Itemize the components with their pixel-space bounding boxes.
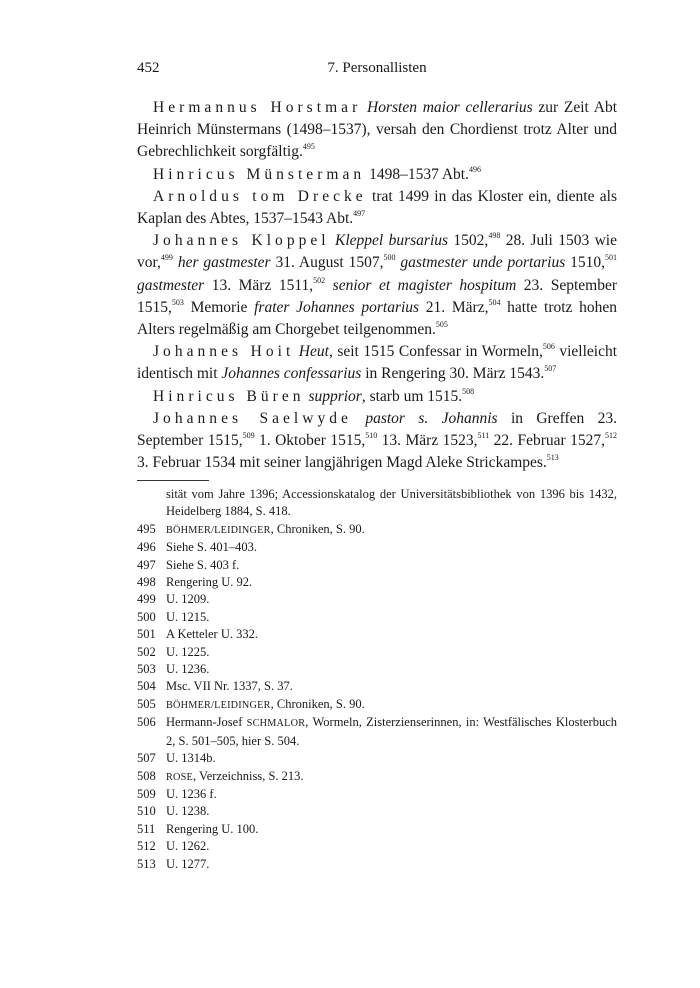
entry-hinricus-muensterman	[137, 164, 617, 186]
footnote-ref[interactable]: 497	[353, 209, 366, 219]
entry-text: 1. Oktober 1515,	[254, 432, 366, 450]
footnote-text: Siehe S. 403 f.	[166, 557, 240, 572]
entry-text: 1498–1537 Abt.	[365, 165, 469, 183]
footnote-505	[137, 696, 617, 714]
entry-text: vielleicht identisch mit	[137, 343, 618, 383]
footnote-text: Siehe S. 401–403.	[166, 540, 257, 555]
entry-text: 1502,	[448, 232, 489, 250]
office-title: gastmester	[137, 276, 205, 294]
footnote-text: U. 1262.	[166, 839, 210, 854]
footnote-ref[interactable]: 509	[242, 431, 255, 441]
footnote-text: U. 1209.	[166, 592, 210, 607]
author-name: ROSE	[166, 771, 194, 783]
person-name: Johannes Hoit	[153, 343, 295, 361]
footnote-text: U. 1277.	[166, 856, 210, 871]
entry-hermannus-horstmar	[137, 97, 617, 164]
entry-text: 21. März,	[419, 298, 489, 316]
footnote-number: 502	[137, 644, 156, 659]
name-variant: Horsten maior cellerarius	[367, 99, 533, 116]
footnote-510	[137, 803, 617, 820]
footnote-513	[137, 856, 617, 873]
person-name: Hermannus Horstmar	[153, 99, 362, 116]
entry-johannes-hoit	[137, 341, 617, 385]
footnote-text: A Ketteler U. 332.	[166, 627, 258, 642]
footnote-ref[interactable]: 502	[313, 275, 326, 285]
name-variant: Heut	[298, 343, 329, 361]
footnote-509	[137, 786, 617, 803]
entry-text: , seit 1515 Confessar in Wormeln,	[328, 343, 543, 361]
footnote-text: , Chroniken, S. 90.	[270, 696, 365, 711]
footnote-503	[137, 661, 617, 678]
footnote-number: 506	[137, 715, 156, 730]
name-variant: Kleppel bursarius	[335, 232, 449, 250]
running-head: 7. Personallisten	[327, 60, 427, 76]
office-title: senior et magister hospitum	[332, 276, 517, 294]
footnote-text: Hermann-Josef	[166, 715, 247, 730]
person-name: Arnoldus tom Drecke	[153, 187, 367, 205]
entry-text: 22. Februar 1527,	[489, 432, 605, 450]
footnote-507	[137, 750, 617, 767]
entry-text: 13. März 1511,	[204, 276, 314, 294]
footnote-number: 500	[137, 609, 156, 624]
footnote-ref[interactable]: 499	[160, 253, 173, 263]
footnote-number: 501	[137, 627, 156, 642]
footnote-497	[137, 557, 617, 574]
footnote-text: U. 1225.	[166, 644, 210, 659]
footnote-text: Msc. VII Nr. 1337, S. 37.	[166, 679, 293, 694]
author-name: BÖHMER/LEIDINGER	[166, 524, 271, 536]
footnote-text: U. 1236 f.	[166, 786, 217, 801]
entry-text: 31. August 1507,	[270, 254, 384, 272]
footnote-496	[137, 539, 617, 556]
footnote-text: sität vom Jahre 1396; Accessionskatalog der Universitätsbibliothek von 1396 bis 1432, Heidelberg 1884, S. 418.	[166, 487, 617, 519]
page-header	[137, 60, 617, 80]
entry-text: 13. März 1523,	[377, 432, 478, 450]
footnote-ref[interactable]: 498	[488, 231, 501, 241]
footnote-498	[137, 574, 617, 591]
footnote-ref[interactable]: 512	[605, 431, 617, 441]
footnote-512	[137, 838, 617, 855]
footnote-ref[interactable]: 500	[383, 253, 396, 263]
footnote-text: U. 1215.	[166, 609, 210, 624]
footnote-number: 499	[137, 592, 156, 607]
footnote-ref[interactable]: 495	[302, 142, 315, 152]
office-title: gastmester unde portarius	[400, 254, 566, 272]
person-name: Hinricus Münsterman	[153, 165, 366, 183]
footnote-ref[interactable]: 501	[605, 253, 618, 263]
entry-text: in Greffen 23. September 1515,	[137, 409, 618, 450]
footnote-501	[137, 626, 617, 643]
footnote-number: 510	[137, 804, 156, 819]
person-name: Hinricus Büren	[153, 387, 305, 405]
footnote-ref[interactable]: 513	[546, 453, 559, 463]
footnotes	[137, 486, 617, 873]
footnote-ref[interactable]: 505	[435, 320, 448, 330]
person-name: Johannes Saelwyde	[153, 409, 352, 427]
footnote-500	[137, 609, 617, 626]
footnote-506	[137, 714, 617, 750]
footnote-number: 507	[137, 751, 156, 766]
person-name: Johannes Kloppel	[153, 232, 330, 250]
footnote-number: 509	[137, 786, 156, 801]
footnote-text: , Chroniken, S. 90.	[270, 521, 365, 536]
footnote-text: U. 1314b.	[166, 751, 216, 766]
entry-arnoldus-tom-drecke	[137, 186, 617, 230]
footnote-continuation	[137, 486, 617, 521]
footnote-number: 508	[137, 768, 156, 783]
footnote-ref[interactable]: 496	[468, 164, 481, 174]
page-number: 452	[137, 60, 160, 76]
footnote-511	[137, 821, 617, 838]
footnote-number: 505	[137, 696, 156, 711]
footnote-number: 504	[137, 679, 156, 694]
footnote-499	[137, 591, 617, 608]
footnote-502	[137, 644, 617, 661]
entry-text: 28. Juli 1503 wie vor,	[137, 232, 617, 272]
footnote-ref[interactable]: 510	[365, 431, 378, 441]
footnote-text: U. 1236.	[166, 662, 210, 677]
footnote-number: 512	[137, 839, 156, 854]
office-title: her gastmester	[177, 254, 271, 272]
entry-text: , starb um 1515.	[361, 387, 463, 405]
entry-text: zur Zeit Abt Heinrich Münstermans (1498–1537), versah den Chordienst trotz Alter und Gebrechlichkeit sorgfältig.	[137, 99, 617, 161]
footnote-number: 498	[137, 575, 156, 590]
entry-text: 23. September 1515,	[137, 276, 617, 316]
author-name: BÖHMER/LEIDINGER	[166, 699, 271, 711]
footnote-495	[137, 521, 617, 539]
footnote-number: 496	[137, 540, 156, 555]
footnote-504	[137, 678, 617, 695]
entry-text: 3. Februar 1534 mit seiner langjährigen Magd Aleke Strickampes.	[137, 454, 547, 472]
footnote-ref[interactable]: 506	[542, 342, 555, 352]
footnote-number: 495	[137, 521, 156, 536]
entry-text: 1510,	[565, 254, 606, 272]
footnote-number: 513	[137, 856, 156, 871]
footnote-ref[interactable]: 511	[477, 431, 490, 441]
author-name: SCHMALOR	[246, 718, 306, 730]
entry-hinricus-bueren	[137, 386, 617, 408]
entry-johannes-kloppel	[137, 230, 617, 341]
office-title: supprior	[308, 387, 362, 405]
main-text	[137, 97, 617, 474]
footnote-text: , Wormeln, Zisterzienserinnen, in: Westfälisches Klosterbuch 2, S. 501–505, hier S. 504.	[166, 715, 617, 748]
office-title: pastor s. Johannis	[365, 409, 498, 427]
footnote-ref[interactable]: 504	[488, 297, 501, 307]
footnote-text: Rengering U. 100.	[166, 821, 259, 836]
entry-text: in Rengering 30. März 1543.	[361, 365, 545, 383]
entry-text: hatte trotz hohen Alters regelmäßig am Chorgebet teilgenommen.	[137, 298, 617, 339]
footnote-number: 503	[137, 662, 156, 677]
footnote-number: 511	[137, 821, 156, 836]
footnote-ref[interactable]: 508	[462, 386, 475, 396]
footnote-text: , Verzeichniss, S. 213.	[193, 768, 304, 783]
entry-text: trat 1499 in das Kloster ein, diente als Kaplan des Abtes, 1537–1543 Abt.	[137, 187, 617, 228]
office-title: frater Johannes portarius	[254, 298, 420, 316]
footnote-separator	[137, 480, 209, 481]
office-title: Johannes confessarius	[221, 365, 362, 383]
footnote-text: U. 1238.	[166, 804, 210, 819]
entry-text: Memorie	[183, 298, 255, 316]
footnote-number: 497	[137, 557, 156, 572]
entry-johannes-saelwyde	[137, 408, 617, 475]
footnote-ref[interactable]: 503	[171, 297, 184, 307]
footnote-508	[137, 768, 617, 786]
footnote-ref[interactable]: 507	[544, 364, 557, 374]
footnote-text: Rengering U. 92.	[166, 575, 253, 590]
